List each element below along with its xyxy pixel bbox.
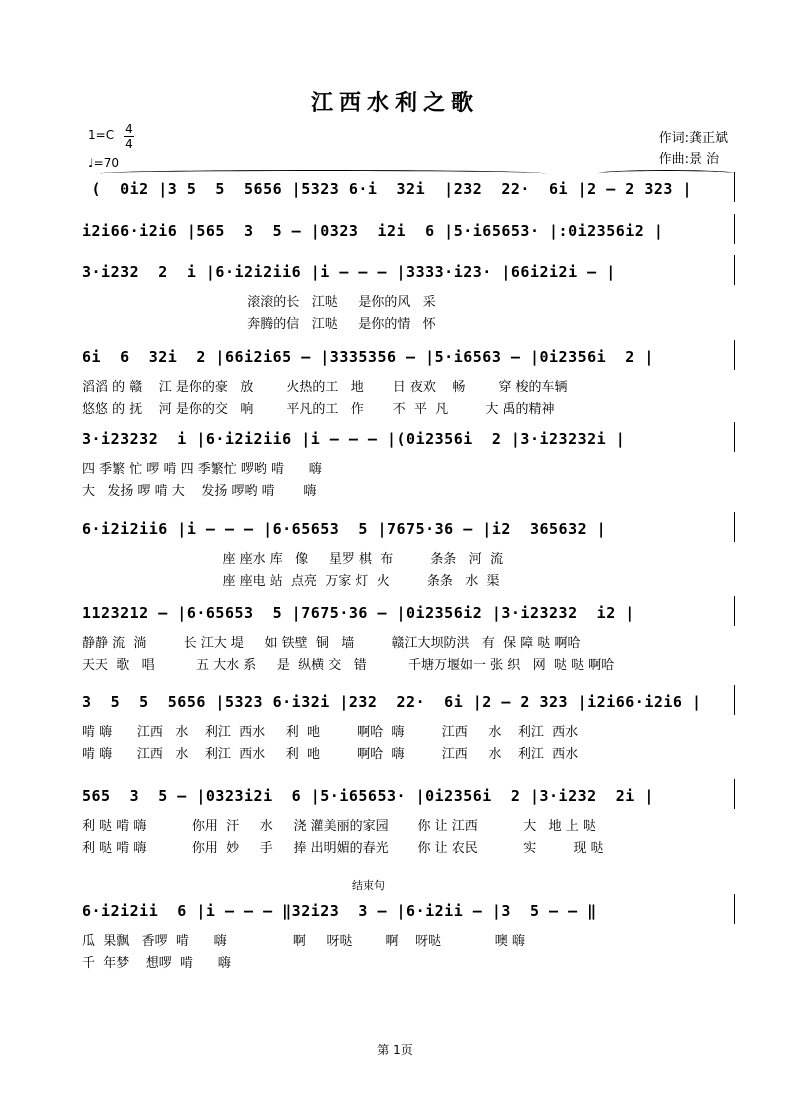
lyric-line: 利 哒 啃 嗨 你用 妙 手 捧 出明媚的春光 你 让 农民 实 现 哒 [82,841,604,856]
lyric-line: 瓜 果飘 香啰 啃 嗨 啊 呀哒 啊 呀哒 噢 嗨 [82,934,525,949]
barline [734,340,735,370]
lyricist: 作词:龚正斌 [658,131,728,146]
notation-line: 6i 6 32i 2 |66i2i65 — |3335356 — |5·i6563 — |0i2356i 2 | [82,348,654,366]
barline [734,422,735,452]
song-title: 江西水利之歌 [310,90,479,116]
barline [734,512,735,542]
lyric-line: 大 发扬 啰 啃 大 发扬 啰哟 啃 嗨 [82,484,317,499]
tie-arc [598,170,735,177]
lyric-line: 座 座电 站 点亮 万家 灯 火 条条 水 渠 [82,574,500,589]
notation-line: 6·i2i2ii 6 |i — — — ‖32i23 3 — |6·i2ii — |3 5 — — ‖ [82,902,597,920]
lyric-line: 利 哒 啃 嗨 你用 汗 水 浇 灌美丽的家园 你 让 江西 大 地 上 哒 [82,819,596,834]
lyric-line: 千 年梦 想啰 啃 嗨 [82,956,231,971]
notation-line: 3·i23232 i |6·i2i2ii6 |i — — — |(0i2356i 2 |3·i23232i | [82,430,626,448]
lyric-line: 座 座水 库 像 星罗 棋 布 条条 河 流 [82,552,504,567]
tempo-mark: ♩=70 [88,156,119,170]
lyric-line: 啃 嗨 江西 水 利江 西水 利 吔 啊哈 嗨 江西 水 利江 西水 [82,725,579,740]
barline [734,779,735,809]
lyric-line: 四 季繁 忙 啰 啃 四 季繁忙 啰哟 啃 嗨 [82,462,322,477]
page-number: 第 1页 [377,1043,413,1057]
composer: 作曲:景 治 [658,152,720,167]
lyric-line: 天天 歌 唱 五 大水 系 是 纵横 交 错 千塘万堰如一 张 织 网 哒 哒 啊哈 [82,658,615,673]
time-signature-bottom: 4 [125,137,133,151]
barline [734,685,735,715]
notation-line: 565 3 5 — |0323i2i 6 |5·i65653· |0i2356i 2 |3·i232 2i | [82,787,654,805]
notation-line: 6·i2i2ii6 |i — — — |6·65653 5 |7675·36 — |i2 365632 | [82,520,607,538]
lyric-line: 悠悠 的 抚 河 是你的交 响 平凡的工 作 不 平 凡 大 禹的精神 [82,402,555,417]
notation-line: ( 0i2 |3 5 5 5656 |5323 6·i 32i |232 22· 6i |2 — 2 323 | [82,180,692,198]
lyric-line: 静静 流 淌 长 江大 堤 如 铁壁 铜 墙 赣江大坝防洪 有 保 障 哒 啊哈 [82,636,581,651]
lyric-line: 滔滔 的 赣 江 是你的豪 放 火热的工 地 日 夜欢 畅 穿 梭的车辆 [82,380,568,395]
barline [734,214,735,244]
credits [659,128,728,170]
lyric-line: 啃 嗨 江西 水 利江 西水 利 吔 啊哈 嗨 江西 水 利江 西水 [82,747,579,762]
key-label: 1=C [88,128,115,142]
tie-arc [100,170,545,177]
time-signature-top: 4 [125,122,133,136]
notation-line: 1123212 — |6·65653 5 |7675·36 — |0i2356i2 |3·i23232 i2 | [82,604,635,622]
notation-line: 3·i232 2 i |6·i2i2ii6 |i — — — |3333·i23· |66i2i2i — | [82,263,616,281]
ending-label: 结束句 [352,879,385,892]
lyric-line: 滚滚的长 江哒 是你的风 采 [82,295,436,310]
notation-line: 3 5 5 5656 |5323 6·i32i |232 22· 6i |2 — 2 323 |i2i66·i2i6 | [82,693,702,711]
barline [734,894,735,924]
time-signature [124,122,134,151]
notation-line: i2i66·i2i6 |565 3 5 — |0323 i2i 6 |5·i65653· |:0i2356i2 | [82,222,664,240]
barline [734,596,735,626]
lyric-line: 奔腾的信 江哒 是你的情 怀 [82,317,436,332]
key-signature [88,128,114,142]
barline [734,255,735,285]
